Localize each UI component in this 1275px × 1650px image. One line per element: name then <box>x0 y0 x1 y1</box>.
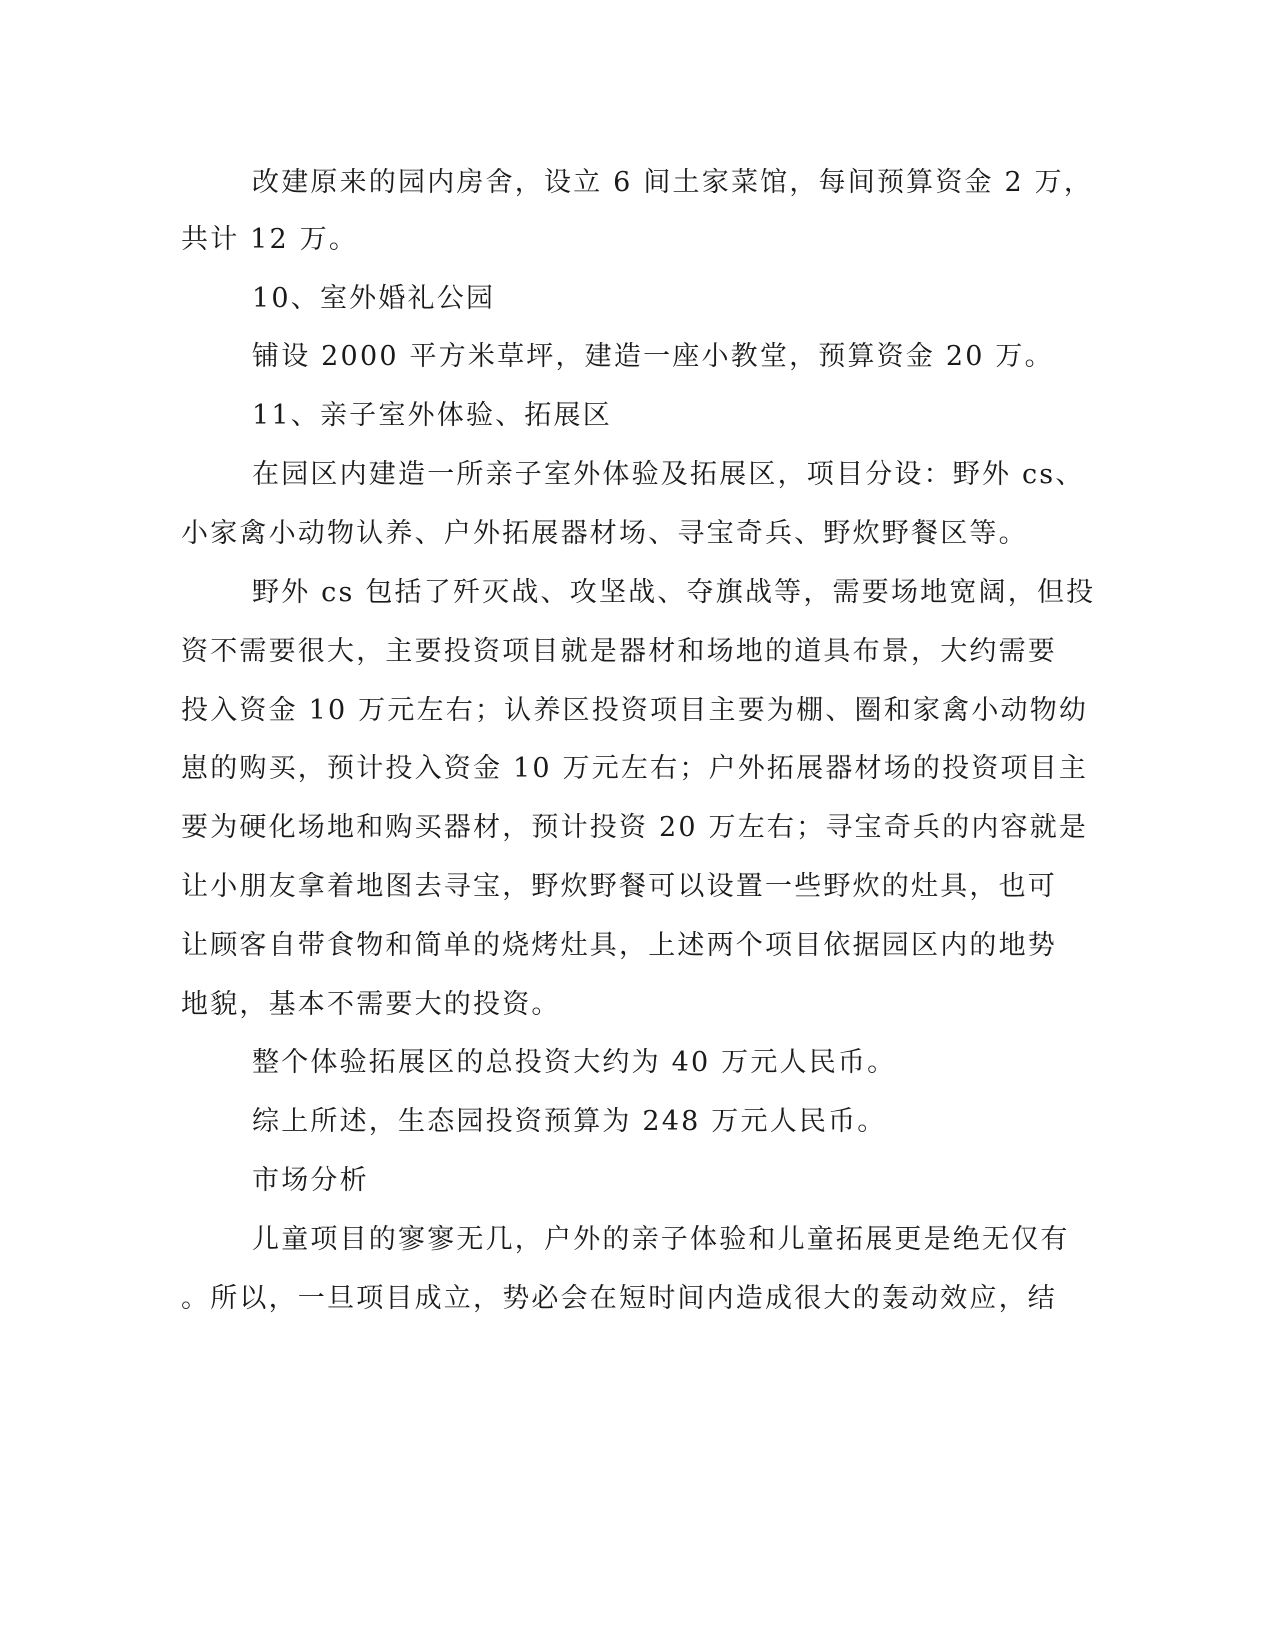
text-line-2: 共计 12 万。 <box>181 224 359 255</box>
text-line-9: 资不需要很大，主要投资项目就是器材和场地的道具布景，大约需要 <box>181 636 1057 667</box>
text-line-1: 改建原来的园内房舍，设立 6 间土家菜馆，每间预算资金 2 万， <box>252 167 1094 198</box>
text-line-14: 让顾客自带食物和简单的烧烤灶具，上述两个项目依据园区内的地势 <box>181 930 1057 961</box>
text-line-15: 地貌，基本不需要大的投资。 <box>181 989 561 1020</box>
text-line-17: 综上所述，生态园投资预算为 248 万元人民币。 <box>252 1106 887 1137</box>
text-line-6: 在园区内建造一所亲子室外体验及拓展区，项目分设：野外 cs、 <box>252 459 1085 490</box>
text-line-19: 儿童项目的寥寥无几，户外的亲子体验和儿童拓展更是绝无仅有 <box>252 1224 1070 1255</box>
text-line-8: 野外 cs 包括了歼灭战、攻坚战、夺旗战等，需要场地宽阔，但投 <box>252 577 1096 608</box>
text-line-20: 。所以，一旦项目成立，势必会在短时间内造成很大的轰动效应，结 <box>181 1283 1057 1314</box>
section-heading-11: 11、亲子室外体验、拓展区 <box>252 400 612 431</box>
text-line-11: 崽的购买，预计投入资金 10 万元左右；户外拓展器材场的投资项目主 <box>181 753 1089 784</box>
text-line-10: 投入资金 10 万元左右；认养区投资项目主要为棚、圈和家禽小动物幼 <box>181 695 1089 726</box>
section-heading-10: 10、室外婚礼公园 <box>252 283 496 314</box>
text-line-12: 要为硬化场地和购买器材，预计投资 20 万左右；寻宝奇兵的内容就是 <box>181 812 1089 843</box>
text-line-13: 让小朋友拿着地图去寻宝，野炊野餐可以设置一些野炊的灶具，也可 <box>181 871 1057 902</box>
text-line-7: 小家禽小动物认养、户外拓展器材场、寻宝奇兵、野炊野餐区等。 <box>181 518 1028 549</box>
section-heading-market-analysis: 市场分析 <box>252 1165 369 1196</box>
text-line-16: 整个体验拓展区的总投资大约为 40 万元人民币。 <box>252 1047 897 1078</box>
text-line-4: 铺设 2000 平方米草坪，建造一座小教堂，预算资金 20 万。 <box>252 341 1054 372</box>
